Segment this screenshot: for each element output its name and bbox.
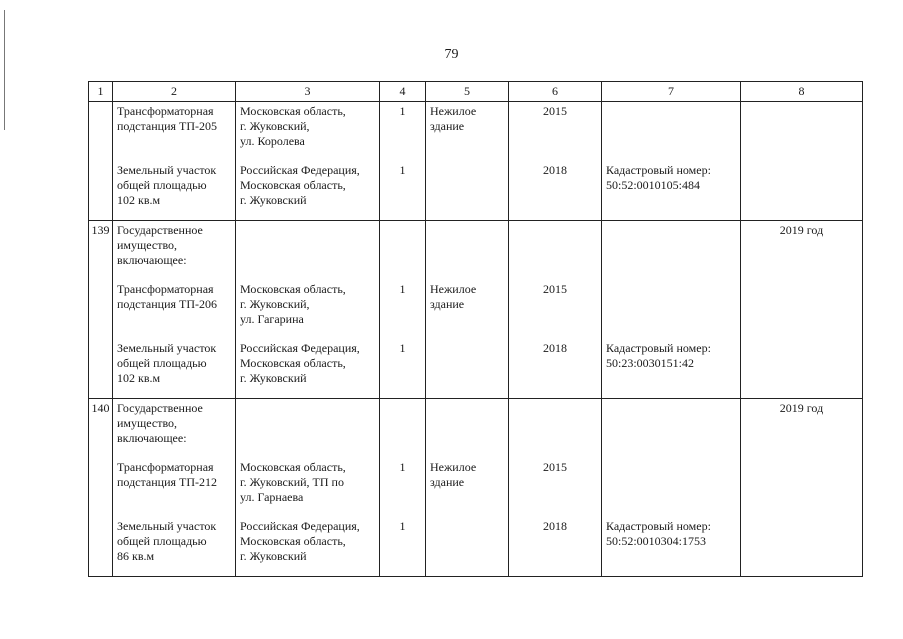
row-number-cell	[89, 102, 113, 221]
column-header: 3	[236, 82, 380, 102]
object-address-line: г. Жуковский,	[240, 119, 310, 133]
object-kind-cell	[426, 399, 509, 577]
object-address-line: г. Жуковский	[240, 193, 307, 207]
object-address-line: Московская область,	[240, 282, 346, 296]
inclusion-year: 2019 год	[779, 223, 824, 237]
object-name-line: подстанция ТП-206	[117, 297, 218, 311]
property-table	[88, 81, 863, 577]
object-year	[509, 399, 601, 458]
object-quantity	[380, 102, 425, 161]
object-year-cell	[509, 102, 602, 221]
inclusion-year-cell	[741, 221, 863, 399]
column-header: 2	[113, 82, 236, 102]
object-quantity-value: 1	[399, 460, 406, 474]
object-name-line: общей площадью	[117, 356, 207, 370]
row-number-cell	[89, 399, 113, 577]
header-row	[89, 82, 863, 102]
row-number-cell	[89, 221, 113, 399]
object-address	[236, 221, 379, 280]
object-name	[113, 458, 235, 517]
object-name-line: 102 кв.м	[117, 193, 161, 207]
object-kind	[426, 517, 508, 576]
object-address-line: ул. Гарнаева	[240, 490, 304, 504]
object-name-line: Государственное	[117, 401, 203, 415]
row-number: 139	[91, 223, 110, 237]
table-row	[89, 221, 863, 399]
object-kind-line: Нежилое	[430, 460, 477, 474]
object-kind-line: здание	[430, 119, 465, 133]
object-year	[509, 517, 601, 576]
object-name	[113, 161, 235, 220]
column-header: 5	[426, 82, 509, 102]
cadastral-info-line: 50:23:0030151:42	[606, 356, 695, 370]
table-body	[89, 102, 863, 577]
object-kind	[426, 399, 508, 458]
object-name	[113, 339, 235, 398]
object-address-cell	[236, 399, 380, 577]
object-kind-line: Нежилое	[430, 282, 477, 296]
object-address	[236, 102, 379, 161]
object-name	[113, 399, 235, 458]
cadastral-info-cell	[602, 102, 741, 221]
object-kind-line: здание	[430, 297, 465, 311]
row-number: 140	[91, 401, 110, 415]
object-kind	[426, 102, 508, 161]
cadastral-info	[602, 161, 740, 220]
object-address-line: Российская Федерация,	[240, 519, 360, 533]
object-quantity-cell	[380, 221, 426, 399]
object-quantity	[380, 458, 425, 517]
object-name-cell	[113, 399, 236, 577]
object-name-line: Земельный участок	[117, 519, 217, 533]
object-address-line: Московская область,	[240, 534, 346, 548]
cadastral-info	[602, 280, 740, 339]
table-row	[89, 102, 863, 221]
column-header: 7	[602, 82, 741, 102]
object-address-line: г. Жуковский	[240, 371, 307, 385]
cadastral-info	[602, 339, 740, 398]
inclusion-year: 2019 год	[779, 401, 824, 415]
object-address-line: г. Жуковский, ТП по	[240, 475, 344, 489]
object-name-line: подстанция ТП-212	[117, 475, 218, 489]
object-kind-line: здание	[430, 475, 465, 489]
object-name-line: включающее:	[117, 253, 187, 267]
table-row	[89, 399, 863, 577]
cadastral-info-line: 50:52:0010105:484	[606, 178, 701, 192]
object-name-line: Трансформаторная	[117, 104, 214, 118]
object-year-value: 2018	[543, 341, 567, 355]
inclusion-year-cell	[741, 399, 863, 577]
object-address-line: ул. Королева	[240, 134, 305, 148]
object-kind	[426, 221, 508, 280]
column-header: 8	[741, 82, 863, 102]
object-address-line: Российская Федерация,	[240, 163, 360, 177]
object-address-line: Московская область,	[240, 104, 346, 118]
object-year-value: 2015	[543, 104, 567, 118]
cadastral-info-cell	[602, 399, 741, 577]
object-address	[236, 517, 379, 576]
object-address-line: Московская область,	[240, 178, 346, 192]
object-quantity-value: 1	[399, 104, 406, 118]
cadastral-info-cell	[602, 221, 741, 399]
cadastral-info-line: Кадастровый номер:	[606, 341, 711, 355]
object-address-line: г. Жуковский	[240, 549, 307, 563]
column-header: 4	[380, 82, 426, 102]
object-name-line: общей площадью	[117, 178, 207, 192]
object-quantity	[380, 339, 425, 398]
object-address	[236, 399, 379, 458]
object-name-line: включающее:	[117, 431, 187, 445]
inclusion-year	[741, 102, 862, 106]
object-address	[236, 339, 379, 398]
cadastral-info-line: 50:52:0010304:1753	[606, 534, 707, 548]
object-address-line: Московская область,	[240, 460, 346, 474]
object-address-line: г. Жуковский,	[240, 297, 310, 311]
object-kind-cell	[426, 102, 509, 221]
object-kind	[426, 458, 508, 517]
cadastral-info-line: Кадастровый номер:	[606, 519, 711, 533]
object-address	[236, 280, 379, 339]
object-name	[113, 102, 235, 161]
column-header: 1	[89, 82, 113, 102]
object-address-line: Российская Федерация,	[240, 341, 360, 355]
object-name-line: Государственное	[117, 223, 203, 237]
object-name-line: 86 кв.м	[117, 549, 155, 563]
object-quantity	[380, 221, 425, 280]
cadastral-info	[602, 399, 740, 458]
object-quantity-cell	[380, 102, 426, 221]
object-kind-cell	[426, 221, 509, 399]
object-year-value: 2015	[543, 282, 567, 296]
object-quantity-value: 1	[399, 163, 406, 177]
object-address-cell	[236, 221, 380, 399]
cadastral-info-line: Кадастровый номер:	[606, 163, 711, 177]
object-kind	[426, 339, 508, 398]
object-kind-line: Нежилое	[430, 104, 477, 118]
object-year	[509, 102, 601, 161]
object-quantity-cell	[380, 399, 426, 577]
column-header: 6	[509, 82, 602, 102]
object-name	[113, 517, 235, 576]
cadastral-info	[602, 221, 740, 280]
object-quantity-value: 1	[399, 519, 406, 533]
object-name	[113, 221, 235, 280]
object-quantity	[380, 161, 425, 220]
object-address	[236, 458, 379, 517]
object-quantity-value: 1	[399, 282, 406, 296]
object-year-cell	[509, 221, 602, 399]
object-address-line: Московская область,	[240, 356, 346, 370]
object-year-value: 2018	[543, 163, 567, 177]
cadastral-info	[602, 102, 740, 161]
object-year	[509, 458, 601, 517]
object-quantity	[380, 517, 425, 576]
object-quantity	[380, 280, 425, 339]
object-year-cell	[509, 399, 602, 577]
object-quantity	[380, 399, 425, 458]
inclusion-year-cell	[741, 102, 863, 221]
object-name-line: Земельный участок	[117, 163, 217, 177]
object-name-cell	[113, 102, 236, 221]
object-year	[509, 339, 601, 398]
object-year-value: 2015	[543, 460, 567, 474]
object-name-line: общей площадью	[117, 534, 207, 548]
object-quantity-value: 1	[399, 341, 406, 355]
object-year	[509, 221, 601, 280]
object-address-cell	[236, 102, 380, 221]
object-address	[236, 161, 379, 220]
object-name-line: имущество,	[117, 416, 178, 430]
cadastral-info	[602, 458, 740, 517]
object-name-line: Трансформаторная	[117, 460, 214, 474]
object-name-line: Земельный участок	[117, 341, 217, 355]
object-kind	[426, 280, 508, 339]
object-address-line: ул. Гагарина	[240, 312, 304, 326]
object-name-line: 102 кв.м	[117, 371, 161, 385]
object-year	[509, 280, 601, 339]
object-name-cell	[113, 221, 236, 399]
object-name-line: имущество,	[117, 238, 178, 252]
object-kind	[426, 161, 508, 220]
object-year	[509, 161, 601, 220]
object-name-line: Трансформаторная	[117, 282, 214, 296]
object-year-value: 2018	[543, 519, 567, 533]
row-number	[89, 102, 112, 106]
object-name	[113, 280, 235, 339]
page-edge-line	[4, 10, 5, 130]
page-number: 79	[444, 47, 459, 62]
cadastral-info	[602, 517, 740, 576]
object-name-line: подстанция ТП-205	[117, 119, 218, 133]
